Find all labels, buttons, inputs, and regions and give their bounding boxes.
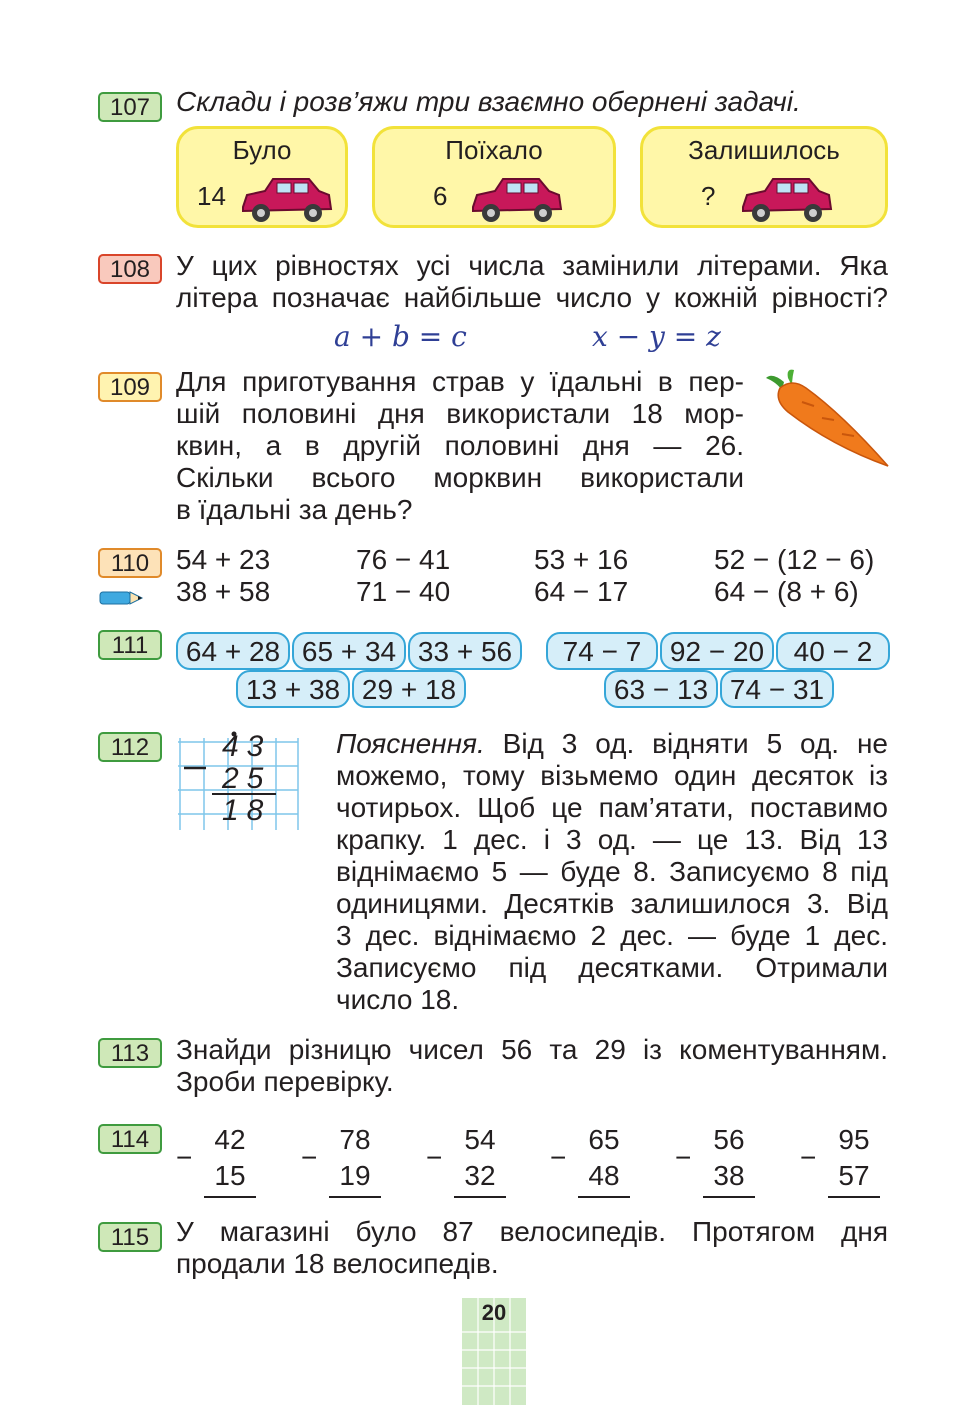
explanation-lead: Пояснення. bbox=[336, 728, 485, 759]
exercise-109-line: квин, а в другій половині дня — 26. bbox=[176, 430, 744, 461]
explanation-line: можемо, тому візьмемо один десяток із bbox=[336, 760, 888, 791]
box-value: 6 bbox=[433, 181, 448, 211]
result-line bbox=[329, 1196, 381, 1198]
expression-pill: 13 + 38 bbox=[236, 670, 350, 708]
explanation-line: 3 дес. віднімаємо 2 дес. — буде 1 дес. bbox=[336, 920, 888, 951]
exercise-number-110: 110 bbox=[98, 548, 162, 578]
exercise-115-line: продали 18 велосипедів. bbox=[176, 1248, 499, 1279]
explanation-line: чотирьох. Щоб це пам’ятати, поставимо bbox=[336, 792, 888, 823]
subtrahend: 19 bbox=[339, 1160, 371, 1191]
explanation-line: одиницями. Десятків залишилося 3. Від bbox=[336, 888, 888, 919]
minus-sign: − bbox=[675, 1142, 692, 1173]
exercise-113-line: Зроби перевірку. bbox=[176, 1066, 394, 1097]
expression-pill: 64 + 28 bbox=[176, 632, 290, 670]
minus-sign: − bbox=[800, 1142, 817, 1173]
car-icon bbox=[737, 173, 835, 225]
pencil-icon bbox=[98, 588, 144, 608]
subtrahend: 57 bbox=[838, 1160, 870, 1191]
exercise-113-line: Знайди різницю чисел 56 та 29 із коментуванням. bbox=[176, 1034, 888, 1065]
expression-pill: 63 − 13 bbox=[604, 670, 718, 708]
expression: 76 − 41 bbox=[356, 544, 451, 575]
carrot-icon bbox=[762, 368, 892, 470]
explanation-line: число 18. bbox=[336, 984, 460, 1015]
expression: 38 + 58 bbox=[176, 576, 271, 607]
exercise-109-line: в їдальні за день? bbox=[176, 494, 413, 525]
result-line bbox=[703, 1196, 755, 1198]
box-label: Було bbox=[232, 135, 292, 165]
result-line bbox=[578, 1196, 630, 1198]
minuend: 65 bbox=[588, 1124, 620, 1155]
expression-pill: 92 − 20 bbox=[660, 632, 774, 670]
exercise-number-108: 108 bbox=[98, 254, 162, 284]
minuend: 56 bbox=[713, 1124, 745, 1155]
exercise-number-113: 113 bbox=[98, 1038, 162, 1068]
expression-pill: 74 − 7 bbox=[546, 632, 658, 670]
minus-sign: − bbox=[176, 1142, 193, 1173]
expression: 54 + 23 bbox=[176, 544, 271, 575]
expression-pill: 29 + 18 bbox=[352, 670, 466, 708]
exercise-108-line: У цих рівностях усі числа замінили літерами. Яка bbox=[176, 250, 888, 281]
exercise-107-text: Склади і розв’яжи три взаємно обернені задачі. bbox=[176, 86, 801, 117]
exercise-109-line: Скільки всього морквин використали bbox=[176, 462, 744, 493]
exercise-number-114: 114 bbox=[98, 1124, 162, 1154]
minus-sign: − bbox=[301, 1142, 318, 1173]
minus-sign: − bbox=[550, 1142, 567, 1173]
box-label: Поїхало bbox=[445, 135, 543, 165]
formula-xyz: x − y = z bbox=[592, 320, 721, 353]
car-icon bbox=[237, 173, 335, 225]
explanation-line: Записуємо під десятками. Отримали bbox=[336, 952, 888, 983]
expression-pill: 65 + 34 bbox=[292, 632, 406, 670]
minuend: 95 bbox=[838, 1124, 870, 1155]
expression-pill: 40 − 2 bbox=[776, 632, 890, 670]
exercise-number-112: 112 bbox=[98, 732, 162, 762]
expression: 64 − (8 + 6) bbox=[714, 576, 859, 607]
exercise-108-line: літера позначає найбільше число у кожній рівності? bbox=[176, 282, 888, 313]
expression: 53 + 16 bbox=[534, 544, 629, 575]
formula-abc: a + b = c bbox=[334, 320, 467, 353]
expression: 64 − 17 bbox=[534, 576, 629, 607]
box-label: Залишилось bbox=[688, 135, 840, 165]
exercise-109-line: шій половині дня використали 18 мор- bbox=[176, 398, 744, 429]
expression: 71 − 40 bbox=[356, 576, 451, 607]
subtrahend: 48 bbox=[588, 1160, 620, 1191]
box-poikhalo bbox=[372, 126, 616, 228]
minuend: 54 bbox=[464, 1124, 496, 1155]
exercise-number-107: 107 bbox=[98, 92, 162, 122]
explanation-line: крапку. 1 дес. і 3 од. — це 13. Від 13 bbox=[336, 824, 888, 855]
result-line bbox=[204, 1196, 256, 1198]
exercise-number-111: 111 bbox=[98, 630, 162, 660]
minuend: 42 bbox=[214, 1124, 246, 1155]
column-top: 43 bbox=[222, 730, 272, 763]
exercise-109-line: Для приготування страв у їдальні в пер- bbox=[176, 366, 744, 397]
expression-pill: 33 + 56 bbox=[408, 632, 522, 670]
box-value: 14 bbox=[197, 181, 226, 211]
result-line bbox=[454, 1196, 506, 1198]
explanation-line: віднімаємо 5 — буде 8. Записуємо 8 під bbox=[336, 856, 888, 887]
expression-pill: 74 − 31 bbox=[720, 670, 834, 708]
exercise-115-line: У магазині було 87 велосипедів. Протягом дня bbox=[176, 1216, 888, 1247]
explanation-text: Від 3 од. відняти 5 од. не bbox=[502, 728, 889, 759]
minus-sign: − bbox=[426, 1142, 443, 1173]
box-value: ? bbox=[701, 181, 716, 211]
exercise-number-115: 115 bbox=[98, 1222, 162, 1252]
box-zalyshylos bbox=[640, 126, 888, 228]
car-icon bbox=[467, 173, 565, 225]
column-result: 18 bbox=[222, 794, 272, 827]
explanation-line-1 bbox=[336, 728, 888, 760]
result-line bbox=[828, 1196, 880, 1198]
subtrahend: 15 bbox=[214, 1160, 246, 1191]
minuend: 78 bbox=[339, 1124, 371, 1155]
subtrahend: 38 bbox=[713, 1160, 745, 1191]
page-number: 20 bbox=[481, 1300, 507, 1325]
box-bulo bbox=[176, 126, 348, 228]
exercise-number-109: 109 bbox=[98, 372, 162, 402]
column-bottom: 25 bbox=[222, 762, 272, 795]
subtrahend: 32 bbox=[464, 1160, 496, 1191]
expression: 52 − (12 − 6) bbox=[714, 544, 875, 575]
